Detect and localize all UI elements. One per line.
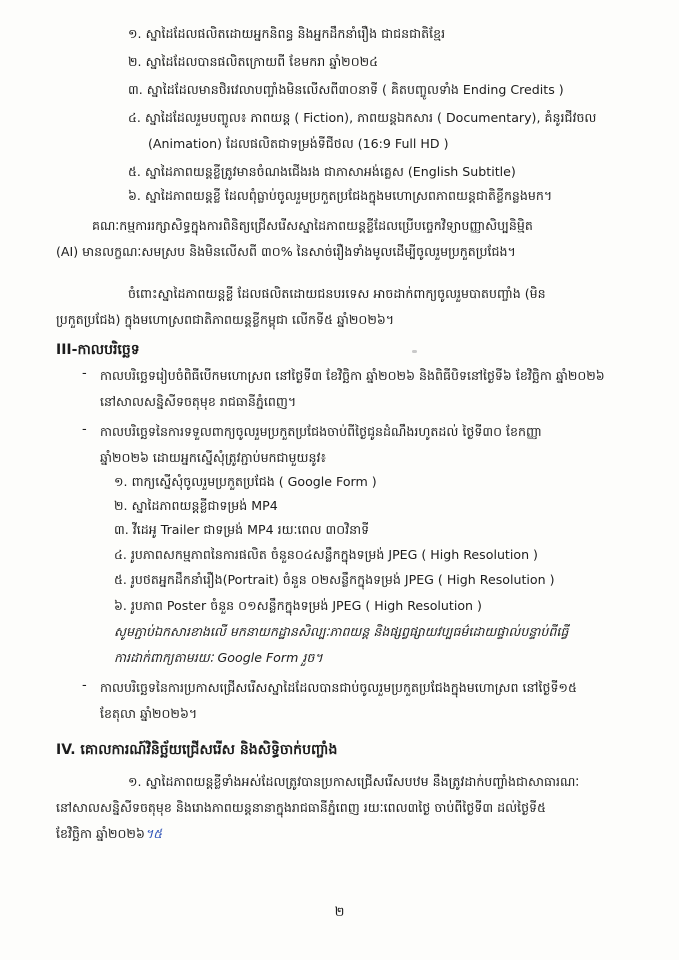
scan-speck — [412, 350, 417, 353]
list-text: ពាក្យស្នើសុំចូលរួមប្រកួតប្រជែង ( Google Form ) — [131, 474, 377, 489]
list-item — [114, 472, 377, 492]
list-text: ស្នាដៃដែលរួមបញ្ចូល៖ ភាពយន្ត ( Fiction), ភាពយន្តឯកសារ ( Documentary), គំនូរជីវចល — [144, 110, 597, 125]
section-heading: IV. គោលការណ៍វិនិច្ឆ័យជ្រើសរើស និងសិទ្ធិចាក់បញ្ចាំង — [56, 742, 338, 758]
page-number: ២ — [334, 905, 345, 920]
section4-paragraph-line — [56, 824, 162, 844]
list-label: ៣. — [128, 82, 143, 97]
list-text: ស្នាដៃភាពយន្តខ្លី ដែលពុំធ្លាប់ចូលរួមប្រកួតប្រជែងក្នុងមហោស្រពភាពយន្តជាតិខ្លីកន្លងមក។ — [144, 188, 553, 203]
handwritten-correction: ។៥ — [144, 826, 163, 841]
list-label: ៣. — [114, 522, 129, 537]
bullet-text-line: ខែតុលា ឆ្នាំ២០២៦។ — [100, 706, 198, 721]
list-item — [128, 162, 516, 182]
section4-paragraph-line: ១. ស្នាដៃភាពយន្តខ្លីទាំងអស់ដែលត្រូវបានប្រកាសជ្រើសរើសបឋម នឹងត្រូវដាក់បញ្ចាំងជាសាធារណៈ — [128, 774, 580, 789]
bullet-text-line: ឆ្នាំ២០២៦ ដោយអ្នកស្នើសុំត្រូវភ្ជាប់មកជាមួយនូវ៖ — [100, 450, 327, 465]
list-text: ស្នាដៃដែលផលិតដោយអ្នកនិពន្ធ និងអ្នកដឹកនាំរឿង ជាជនជាតិខ្មែរ — [145, 26, 446, 41]
paragraph-foreign-line: ចំពោះស្នាដៃភាពយន្តខ្លី ដែលផលិតដោយជនបរទេស អាចដាក់ពាក្យចូលរួមបាតបញ្ចាំង (មិន — [128, 286, 546, 301]
list-text: ស្នាដៃភាពយន្តខ្លីជាទម្រង់ MP4 — [131, 498, 278, 513]
list-item-continuation: (Animation) ដែលផលិតជាទម្រង់ទីជីថល (16:9 Full HD ) — [148, 136, 449, 151]
paragraph-text: ខែវិច្ឆិកា ឆ្នាំ២០២៦ — [56, 826, 145, 841]
list-text: រូបភាពសកម្មភាពនៃការផលិត ចំនួន០៤សន្លឹកក្នុងទម្រង់ JPEG ( High Resolution ) — [130, 547, 538, 562]
list-label: ៤. — [114, 547, 127, 562]
list-item — [128, 80, 564, 100]
list-item — [114, 496, 278, 516]
list-text: រូបភាព Poster ចំនួន ០១សន្លឹកក្នុងទម្រង់ JPEG ( High Resolution ) — [130, 598, 482, 613]
list-text: ស្នាដៃដែលបានផលិតក្រោយពី ខែមករា ឆ្នាំ២០២៤ — [145, 54, 379, 69]
list-item — [128, 108, 596, 128]
section4-paragraph-line: នៅសាលសន្និសីទចតុមុខ និងរោងភាពយន្តនានាក្នុងរាជធានីភ្នំពេញ រយៈពេល៣ថ្ងៃ ចាប់ពីថ្ងៃទី៣ ដល់ថ្ងៃទី៥ — [56, 800, 546, 815]
bullet: - — [82, 678, 87, 693]
list-label: ៦. — [114, 598, 127, 613]
list-item — [114, 520, 369, 540]
list-item — [114, 545, 538, 565]
list-label: ៤. — [128, 110, 141, 125]
paragraph-foreign-line: ប្រកួតប្រជែង) ក្នុងមហោស្រពជាតិភាពយន្តខ្លីកម្ពុជា លើកទី៥ ឆ្នាំ២០២៦។ — [56, 312, 395, 327]
list-label: ១. — [114, 474, 128, 489]
list-text: ស្នាដៃដែលមានថិរវេលាបញ្ចាំងមិនលើសពី៣០នាទី ( គិតបញ្ចូលទាំង Ending Credits ) — [146, 82, 564, 97]
documents-note-line: ការដាក់ពាក្យតាមរយៈ Google Form រួច។ — [114, 650, 323, 665]
list-label: ២. — [114, 498, 128, 513]
list-label: ៥. — [128, 164, 141, 179]
list-label: ៦. — [128, 188, 141, 203]
section-heading: III-កាលបរិច្ឆេទ — [56, 342, 140, 358]
list-text: រូបថតអ្នកដឹកនាំរឿង(Portrait) ចំនួន ០២សន្លឹកក្នុងទម្រង់ JPEG ( High Resolution ) — [130, 572, 555, 587]
paragraph-ai-line: គណៈកម្មការរក្សាសិទ្ធក្នុងការពិនិត្យជ្រើសរើសស្នាដៃភាពយន្តខ្លីដែលប្រើបច្ចេកវិទ្យាបញ្ញាសិប្បនិម្មិត — [92, 218, 533, 233]
list-label: ៥. — [114, 572, 127, 587]
paragraph-ai-line: (AI) មានលក្ខណៈសមស្រប និងមិនលើសពី ៣០% នៃសាច់រឿងទាំងមូលដើម្បីចូលរួមប្រកួតប្រជែង។ — [56, 244, 516, 259]
list-item — [114, 570, 555, 590]
bullet-text-line: កាលបរិច្ឆេទរៀបចំពិធីបើកមហោស្រព នៅថ្ងៃទី៣ ខែវិច្ឆិកា ឆ្នាំ២០២៦ និងពិធីបិទនៅថ្ងៃទី៦ ខែវិច្ឆិកា ឆ្នាំ២០២៦ — [100, 368, 605, 383]
bullet-text-line: កាលបរិច្ឆេទនៃការទទួលពាក្យចូលរួមប្រកួតប្រជែងចាប់ពីថ្ងៃជូនដំណឹងរហូតដល់ ថ្ងៃទី៣០ ខែកញ្ញា — [100, 424, 542, 439]
bullet-text-line: កាលបរិច្ឆេទនៃការប្រកាសជ្រើសរើសស្នាដៃដែលបានជាប់ចូលរួមប្រកួតប្រជែងក្នុងមហោស្រព នៅថ្ងៃទី១៥ — [100, 680, 577, 695]
list-item — [114, 596, 482, 616]
documents-note-line: សូមភ្ជាប់ឯកសារខាងលើ មកនាយកដ្ឋានសិល្បៈភាពយន្ត និងផ្សព្វផ្សាយវប្បធម៌ដោយផ្ទាល់បន្ទាប់ពីធ្វើ — [114, 624, 569, 639]
list-text: វីដេអូ Trailer ជាទម្រង់ MP4 រយៈពេល ៣០វិនាទី — [132, 522, 370, 537]
list-item — [128, 186, 552, 206]
bullet: - — [82, 366, 87, 381]
list-item — [128, 24, 445, 44]
list-label: ២. — [128, 54, 142, 69]
list-label: ១. — [128, 26, 142, 41]
bullet: - — [82, 422, 87, 437]
bullet-text-line: នៅសាលសន្និសីទចតុមុខ រាជធានីភ្នំពេញ។ — [100, 394, 297, 409]
list-text: ស្នាដៃភាពយន្តខ្លីត្រូវមានចំណងជើងរង ជាភាសាអង់គ្លេស (English Subtitle) — [144, 164, 516, 179]
list-item — [128, 52, 378, 72]
